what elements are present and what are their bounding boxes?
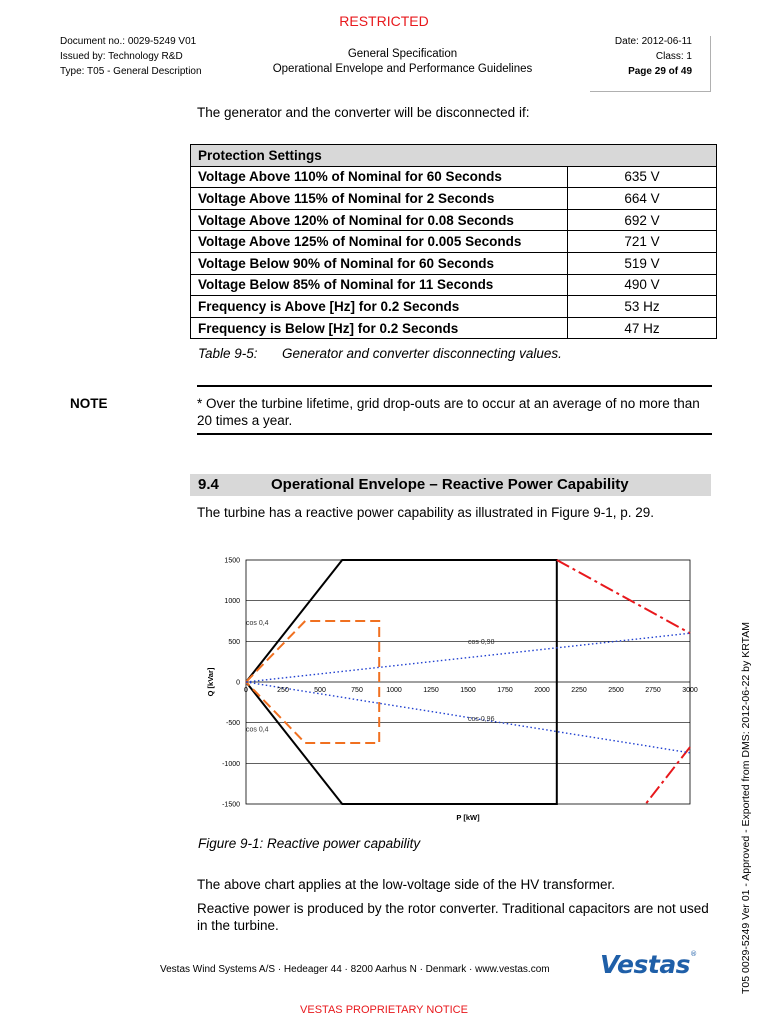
document-date: Date: 2012-06-11 bbox=[614, 36, 692, 47]
header-center bbox=[230, 47, 575, 77]
x-axis-label: P [kW] bbox=[456, 813, 480, 822]
table-row bbox=[191, 166, 717, 188]
setting-label: Voltage Above 115% of Nominal for 2 Seconds bbox=[191, 188, 568, 210]
table-row bbox=[191, 231, 717, 253]
table-header: Protection Settings bbox=[191, 145, 717, 167]
header-divider-vertical bbox=[710, 36, 711, 92]
spec-subtitle: Operational Envelope and Performance Guidelines bbox=[272, 63, 533, 75]
setting-value: 721 V bbox=[568, 231, 717, 253]
table-body bbox=[191, 166, 717, 339]
setting-label: Voltage Below 85% of Nominal for 11 Seconds bbox=[191, 274, 568, 296]
table-caption bbox=[198, 346, 562, 361]
note-rule-top bbox=[197, 385, 712, 387]
figure-caption: Figure 9-1: Reactive power capability bbox=[198, 836, 421, 851]
y-tick-label: 1000 bbox=[224, 598, 240, 606]
setting-label: Voltage Above 120% of Nominal for 0.08 Seconds bbox=[191, 209, 568, 231]
setting-value: 664 V bbox=[568, 188, 717, 210]
y-tick-label: -1500 bbox=[222, 801, 240, 809]
registered-mark: ® bbox=[690, 950, 697, 958]
table-caption-number: Table 9-5: bbox=[198, 346, 258, 361]
x-tick-label: 0 bbox=[244, 687, 248, 694]
table-caption-text: Generator and converter disconnecting values. bbox=[282, 346, 562, 361]
protection-settings-table bbox=[190, 144, 717, 339]
table-row bbox=[191, 188, 717, 210]
chart-annotation: cos 0,96 bbox=[468, 716, 495, 724]
vestas-logo bbox=[600, 950, 697, 979]
y-tick-label: -500 bbox=[225, 720, 240, 728]
x-tick-label: 2250 bbox=[571, 687, 587, 694]
note-rule-bottom bbox=[197, 433, 712, 435]
y-tick-label: 1500 bbox=[224, 557, 240, 565]
paragraph-low-voltage: The above chart applies at the low-voltage side of the HV transformer. bbox=[197, 877, 615, 892]
x-tick-label: 3000 bbox=[682, 687, 698, 694]
x-tick-label: 2000 bbox=[534, 687, 550, 694]
setting-value: 490 V bbox=[568, 274, 717, 296]
intro-text: The generator and the converter will be disconnected if: bbox=[197, 105, 530, 120]
table-header-row bbox=[191, 145, 717, 167]
table-row bbox=[191, 296, 717, 318]
header-divider-horizontal bbox=[590, 91, 711, 92]
proprietary-notice: VESTAS PROPRIETARY NOTICE bbox=[300, 1004, 468, 1016]
chart-annotation: cos 0,4 bbox=[246, 726, 269, 734]
document-number: Document no.: 0029-5249 V01 bbox=[60, 36, 197, 47]
setting-label: Voltage Above 125% of Nominal for 0.005 Seconds bbox=[191, 231, 568, 253]
x-tick-label: 500 bbox=[314, 687, 326, 694]
section-title: Operational Envelope – Reactive Power Capability bbox=[271, 476, 629, 493]
side-export-stamp: T05 0029-5249 Ver 01 - Approved - Exported from DMS: 2012-06-22 by KRTAM bbox=[740, 622, 752, 994]
setting-value: 47 Hz bbox=[568, 317, 717, 339]
setting-label: Frequency is Above [Hz] for 0.2 Seconds bbox=[191, 296, 568, 318]
header-right bbox=[560, 34, 692, 79]
y-tick-label: 0 bbox=[236, 679, 240, 687]
footer-address: Vestas Wind Systems A/S · Hedeager 44 · 8200 Aarhus N · Denmark · www.vestas.com bbox=[160, 964, 550, 975]
x-tick-label: 1500 bbox=[460, 687, 476, 694]
y-axis-label: Q [kVar] bbox=[206, 667, 215, 697]
x-tick-label: 2500 bbox=[608, 687, 624, 694]
chart-annotation: cos 0,98 bbox=[468, 638, 495, 646]
x-tick-label: 1000 bbox=[386, 687, 402, 694]
header-left bbox=[60, 34, 202, 79]
setting-value: 635 V bbox=[568, 166, 717, 188]
paragraph-rotor-converter: Reactive power is produced by the rotor converter. Traditional capacitors are not used in the turbine. bbox=[197, 901, 709, 933]
table-row bbox=[191, 252, 717, 274]
table-row bbox=[191, 274, 717, 296]
setting-value: 519 V bbox=[568, 252, 717, 274]
setting-value: 692 V bbox=[568, 209, 717, 231]
setting-label: Voltage Above 110% of Nominal for 60 Seconds bbox=[191, 166, 568, 188]
x-tick-label: 250 bbox=[277, 687, 289, 694]
y-tick-label: -1000 bbox=[222, 760, 240, 768]
table-row bbox=[191, 209, 717, 231]
table-row bbox=[191, 317, 717, 339]
chart-annotation: cos 0,4 bbox=[246, 620, 269, 628]
x-tick-label: 2750 bbox=[645, 687, 661, 694]
x-tick-label: 1750 bbox=[497, 687, 513, 694]
page-number: Page 29 of 49 bbox=[628, 66, 692, 77]
setting-label: Frequency is Below [Hz] for 0.2 Seconds bbox=[191, 317, 568, 339]
spec-title: General Specification bbox=[347, 48, 458, 60]
logo-text: Vestas bbox=[600, 950, 691, 979]
classification-label: RESTRICTED bbox=[339, 13, 429, 29]
section-body: The turbine has a reactive power capability as illustrated in Figure 9-1, p. 29. bbox=[197, 505, 654, 520]
document-class: Class: 1 bbox=[655, 51, 692, 62]
y-tick-label: 500 bbox=[228, 638, 240, 646]
setting-value: 53 Hz bbox=[568, 296, 717, 318]
note-label: NOTE bbox=[70, 396, 108, 411]
issued-by: Issued by: Technology R&D bbox=[60, 51, 183, 62]
section-number: 9.4 bbox=[198, 476, 219, 493]
reactive-power-chart bbox=[197, 548, 712, 828]
note-text: * Over the turbine lifetime, grid drop-outs are to occur at an average of no more than 20 times a year. bbox=[197, 396, 700, 428]
x-tick-label: 750 bbox=[351, 687, 363, 694]
setting-label: Voltage Below 90% of Nominal for 60 Seconds bbox=[191, 252, 568, 274]
x-tick-label: 1250 bbox=[423, 687, 439, 694]
document-type: Type: T05 - General Description bbox=[60, 66, 202, 77]
